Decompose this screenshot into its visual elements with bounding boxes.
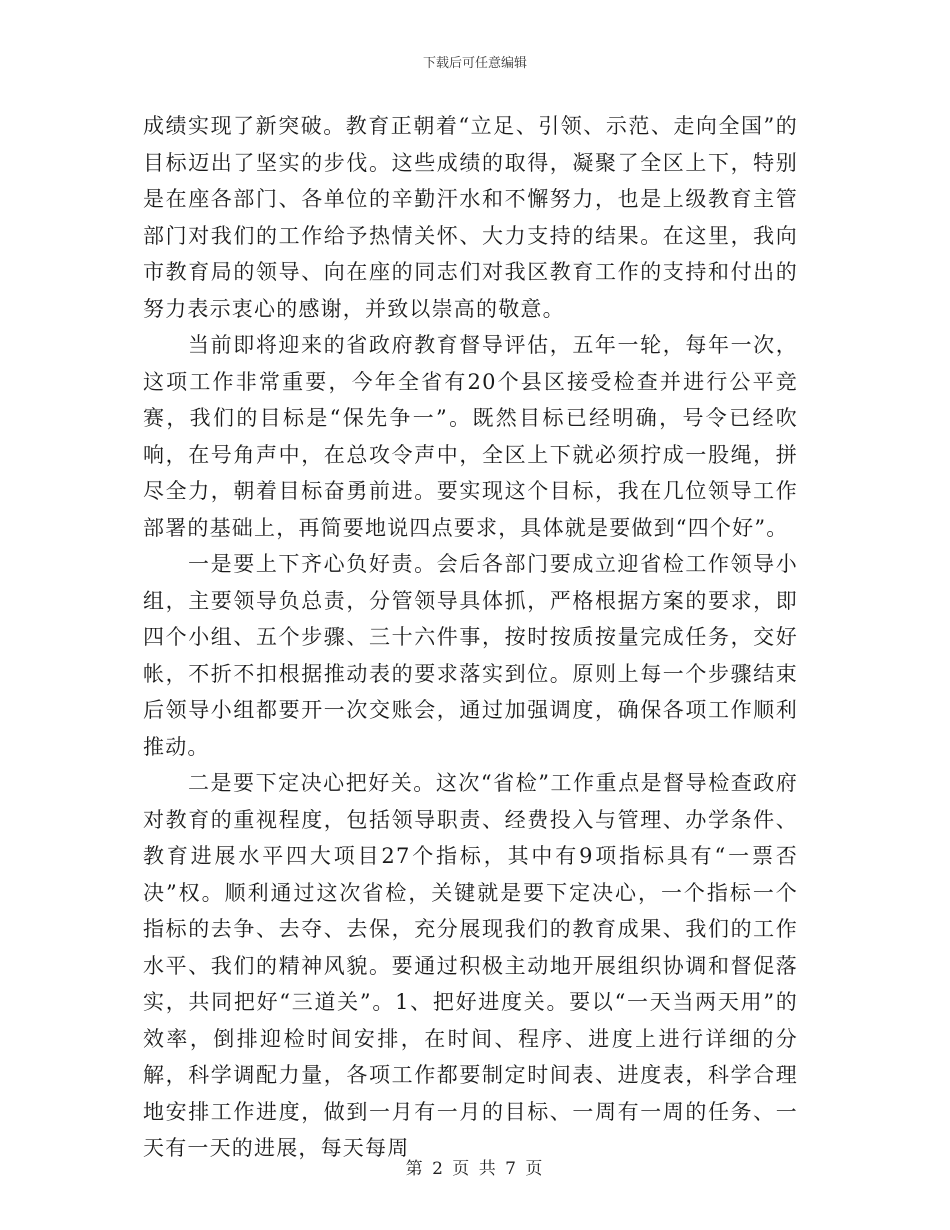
paragraph-1: 成绩实现了新突破。教育正朝着“立足、引领、示范、走向全国”的目标迈出了坚实的步伐。这些成绩的取得，凝聚了全区上下，特别是在座各部门、各单位的辛勤汗水和不懈努力，也是上级教育主管部门对我们的工作给予热情关怀、大力支持的结果。在这里，我向市教育局的领导、向在座的同志们对我区教育工作的支持和付出的努力表示衷心的感谢，并致以崇高的敬意。 xyxy=(143,114,798,321)
page-number-footer: 第 2 页 共 7 页 xyxy=(405,1159,545,1179)
document-body xyxy=(143,108,798,1167)
paragraph-3: 一是要上下齐心负好责。会后各部门要成立迎省检工作领导小组，主要领导负总责，分管领导具体抓，严格根据方案的要求，即四个小组、五个步骤、三十六件事，按时按质按量完成任务，交好帐，不折不扣根据推动表的要求落实到位。原则上每一个步骤结束后领导小组都要开一次交账会，通过加强调度，确保各项工作顺利推动。 xyxy=(143,552,798,759)
page-header-note: 下载后可任意编辑 xyxy=(422,56,527,71)
paragraph-2: 当前即将迎来的省政府教育督导评估，五年一轮，每年一次，这项工作非常重要，今年全省有20个县区接受检查并进行公平竞赛，我们的目标是“保先争一”。既然目标已经明确，号令已经吹响，在号角声中，在总攻令声中，全区上下就必须拧成一股绳，拼尽全力，朝着目标奋勇前进。要实现这个目标，我在几位领导工作部署的基础上，再简要地说四点要求，具体就是要做到“四个好”。 xyxy=(143,333,798,540)
paragraph-4: 二是要下定决心把好关。这次“省检”工作重点是督导检查政府对教育的重视程度，包括领导职责、经费投入与管理、办学条件、教育进展水平四大项目27个指标，其中有9项指标具有“一票否决”权。顺利通过这次省检，关键就是要下定决心，一个指标一个指标的去争、去夺、去保，充分展现我们的教育成果、我们的工作水平、我们的精神风貌。要通过积极主动地开展组织协调和督促落实，共同把好“三道关”。1、把好进度关。要以“一天当两天用”的效率，倒排迎检时间安排，在时间、程序、进度上进行详细的分解，科学调配力量，各项工作都要制定时间表、进度表，科学合理地安排工作进度，做到一月有一月的目标、一周有一周的任务、一天有一天的进展，每天每周 xyxy=(143,771,798,1160)
